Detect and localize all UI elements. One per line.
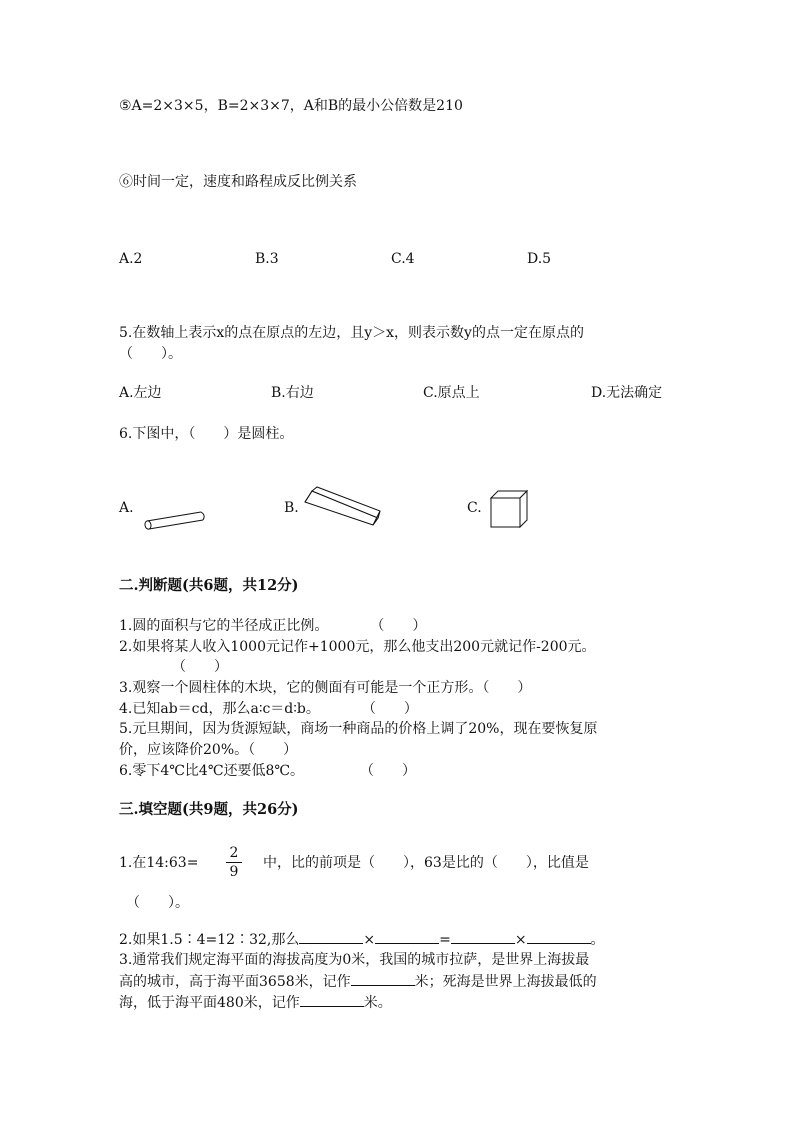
section-3-heading: 三.填空题(共9题，共26分) [119, 801, 299, 818]
question-5-line2: （ ）。 [119, 346, 182, 362]
times-sign: × [514, 932, 527, 948]
q5-option-a: A.左边 [119, 385, 162, 401]
judge-item-2-bracket: （ ） [172, 659, 228, 675]
cube-figure [490, 490, 530, 530]
period: 。 [590, 932, 605, 948]
fill-item-3-line2 [119, 971, 597, 992]
judge-item-1: 1.圆的面积与它的半径成正比例。 （ ） [119, 618, 427, 634]
judge-item-4: 4.已知ab＝cd，那么a∶c＝d∶b。 （ ） [119, 701, 418, 717]
blank-1[interactable] [299, 929, 363, 944]
blank-dead-sea[interactable] [300, 992, 364, 1007]
fill-item-2-prefix: 2.如果1.5∶4=12∶32,那么 [119, 932, 300, 948]
option-c: C.4 [391, 251, 415, 267]
triangular-prism-figure [303, 485, 381, 529]
fraction-bar [226, 862, 242, 863]
blank-3[interactable] [451, 929, 515, 944]
statement-5: ⑤A=2×3×5，B=2×3×7，A和B的最小公倍数是210 [119, 98, 463, 114]
blank-2[interactable] [375, 929, 439, 944]
q6-label-a: A. [119, 500, 134, 516]
fill-item-1-suffix: 中，比的前项是（ ），63是比的（ ），比值是 [263, 855, 589, 871]
fill-item-3-line3 [119, 992, 392, 1013]
option-b: B.3 [255, 251, 279, 267]
judge-item-6: 6.零下4℃比4℃还要低8℃。 （ ） [119, 763, 417, 779]
q6-label-c: C. [467, 500, 482, 516]
fraction-numerator: 2 [229, 845, 239, 861]
q6-label-b: B. [284, 500, 299, 516]
statement-6: ⑥时间一定，速度和路程成反比例关系 [119, 174, 357, 190]
fill-item-1-line2: （ ）。 [126, 895, 189, 911]
fill-item-2 [119, 929, 605, 950]
fill-item-3-text-a: 高的城市，高于海平面3658米，记作 [119, 974, 351, 990]
judge-item-3: 3.观察一个圆柱体的木块，它的侧面有可能是一个正方形。（ ） [119, 680, 532, 696]
fraction [226, 845, 242, 880]
option-a: A.2 [119, 251, 143, 267]
fill-item-3-line1: 3.通常我们规定海平面的海拔高度为0米，我国的城市拉萨，是世界上海拔最 [119, 952, 590, 968]
q5-option-c: C.原点上 [423, 385, 480, 401]
judge-item-5-line2: 价，应该降价20%。（ ） [119, 742, 298, 758]
blank-lhasa[interactable] [351, 971, 415, 986]
fraction-denominator: 9 [229, 864, 239, 880]
cylinder-figure [143, 505, 209, 533]
fill-item-3-text-d: 米。 [363, 995, 392, 1011]
times-sign: × [363, 932, 376, 948]
section-2-heading: 二.判断题(共6题，共12分) [119, 577, 299, 594]
judge-item-5-line1: 5.元旦期间，因为货源短缺，商场一种商品的价格上调了20%，现在要恢复原 [119, 721, 598, 737]
question-6-stem: 6.下图中，（ ）是圆柱。 [119, 426, 294, 442]
judge-item-2: 2.如果将某人收入1000元记作+1000元，那么他支出200元就记作-200元。 [119, 639, 596, 655]
fill-item-1-prefix: 1.在14:63= [119, 855, 199, 871]
fill-item-3-text-b: 米；死海是世界上海拔最低的 [414, 974, 597, 990]
equals-sign: = [439, 932, 451, 948]
fill-item-3-text-c: 海，低于海平面480米，记作 [119, 995, 300, 1011]
q5-option-b: B.右边 [271, 385, 314, 401]
blank-4[interactable] [527, 929, 591, 944]
question-5-line1: 5.在数轴上表示x的点在原点的左边，且y＞x，则表示数y的点一定在原点的 [119, 325, 584, 341]
option-d: D.5 [527, 251, 552, 267]
q5-option-d: D.无法确定 [591, 385, 663, 401]
